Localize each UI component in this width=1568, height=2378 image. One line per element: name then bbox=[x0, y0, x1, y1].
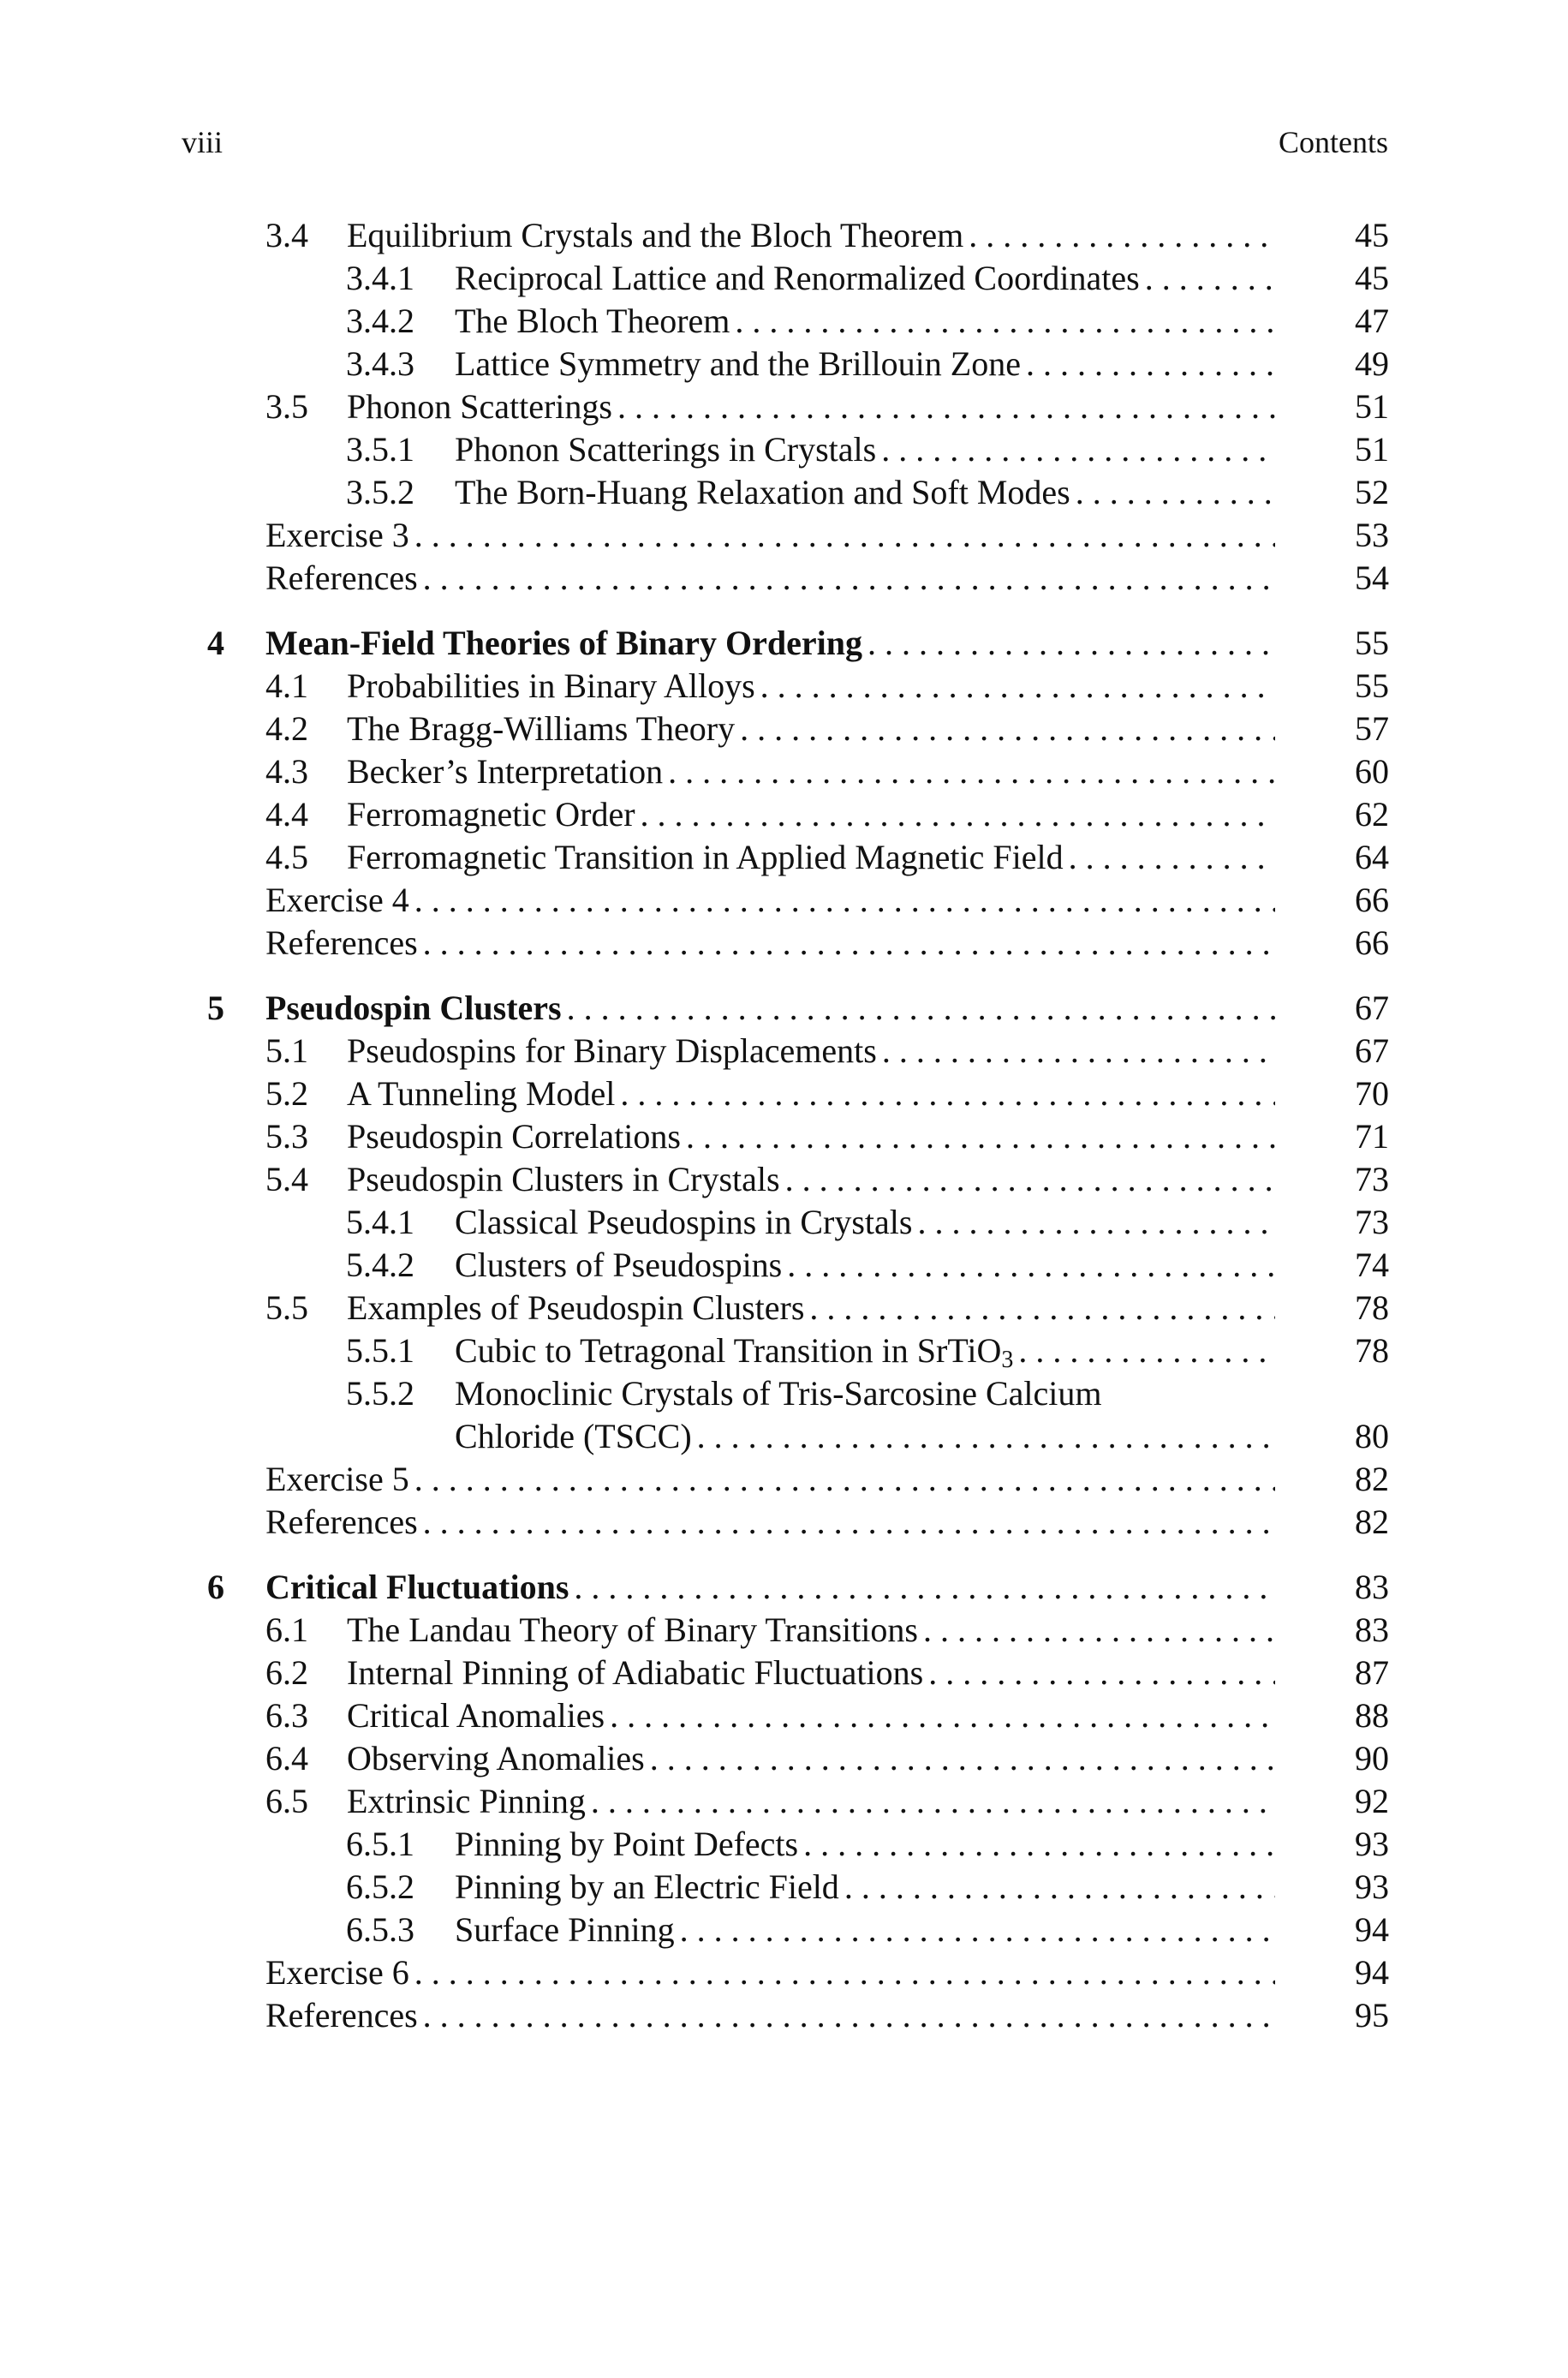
toc-entry-title bbox=[347, 750, 663, 793]
dot-leader bbox=[423, 557, 1275, 600]
toc-entry-title bbox=[455, 300, 730, 343]
dot-leader bbox=[928, 1652, 1275, 1694]
toc-leader bbox=[265, 514, 1275, 557]
toc-page-number: 66 bbox=[1355, 923, 1389, 962]
dot-leader bbox=[844, 1866, 1275, 1909]
toc-entry-number: 4.1 bbox=[265, 666, 308, 705]
dot-leader bbox=[1026, 343, 1275, 385]
toc-entry-title bbox=[347, 1694, 605, 1737]
toc-entry-number: 4.2 bbox=[265, 709, 308, 748]
toc-entry-title-text: Pinning by Point Defects bbox=[455, 1825, 799, 1863]
toc-entry-title-text: Equilibrium Crystals and the Bloch Theorem bbox=[347, 216, 964, 254]
toc-entry-row[interactable] bbox=[207, 1158, 1389, 1201]
toc-leader bbox=[455, 428, 1275, 471]
dot-leader bbox=[760, 665, 1275, 708]
toc-chapter-row[interactable] bbox=[207, 1566, 1389, 1609]
toc-leader bbox=[347, 1780, 1275, 1823]
toc-entry-row[interactable] bbox=[207, 708, 1389, 750]
toc-page-number: 78 bbox=[1355, 1288, 1389, 1327]
toc-leader bbox=[347, 1158, 1275, 1201]
toc-leader bbox=[455, 1823, 1275, 1866]
toc-entry-title bbox=[347, 793, 635, 836]
toc-entry-title bbox=[455, 257, 1140, 300]
toc-entry-row[interactable] bbox=[207, 665, 1389, 708]
toc-page-number: 93 bbox=[1355, 1825, 1389, 1863]
toc-entry-number: 5.1 bbox=[265, 1031, 308, 1070]
toc-entry-title bbox=[265, 1566, 569, 1609]
toc-entry-row[interactable] bbox=[207, 471, 1389, 514]
toc-entry-number: 5.5.2 bbox=[346, 1374, 414, 1413]
toc-entry-title bbox=[265, 1994, 418, 2037]
toc-entry-row[interactable] bbox=[207, 1501, 1389, 1544]
toc-entry-title bbox=[347, 836, 1064, 879]
toc-leader bbox=[265, 1951, 1275, 1994]
dot-leader bbox=[423, 1994, 1275, 2037]
dot-leader bbox=[423, 1501, 1275, 1544]
toc-leader bbox=[347, 1030, 1275, 1072]
toc-entry-title-text: Probabilities in Binary Alloys bbox=[347, 666, 755, 705]
toc-page-number: 64 bbox=[1355, 838, 1389, 876]
toc-page-number: 60 bbox=[1355, 752, 1389, 791]
toc-entry-title-text: The Bloch Theorem bbox=[455, 302, 730, 340]
dot-leader bbox=[1145, 257, 1275, 300]
toc-leader bbox=[265, 922, 1275, 965]
toc-page-number: 45 bbox=[1355, 259, 1389, 297]
toc-entry-title bbox=[347, 1737, 645, 1780]
toc-entry-row[interactable] bbox=[207, 1329, 1389, 1372]
toc-entry-title bbox=[347, 708, 735, 750]
toc-entry-title bbox=[347, 1652, 923, 1694]
toc-entry-number: 3.4.2 bbox=[346, 302, 414, 340]
toc-entry-title bbox=[347, 1030, 877, 1072]
toc-entry-title-text: Pinning by an Electric Field bbox=[455, 1867, 839, 1906]
toc-entry-number: 5.5.1 bbox=[346, 1331, 414, 1370]
toc-page-number: 45 bbox=[1355, 216, 1389, 254]
toc-leader bbox=[265, 1994, 1275, 2037]
toc-leader bbox=[265, 557, 1275, 600]
toc-entry-title-text: References bbox=[265, 1996, 418, 2034]
toc-entry-title bbox=[265, 622, 862, 665]
toc-leader bbox=[347, 665, 1275, 708]
toc-page-number: 83 bbox=[1355, 1610, 1389, 1649]
toc-entry-title bbox=[265, 987, 562, 1030]
toc-entry-row[interactable] bbox=[207, 300, 1389, 343]
toc-entry-number: 6 bbox=[207, 1568, 224, 1606]
toc-page-number: 54 bbox=[1355, 559, 1389, 597]
toc-page-number: 94 bbox=[1355, 1910, 1389, 1949]
toc-entry-title bbox=[455, 1244, 782, 1287]
toc-page-number: 78 bbox=[1355, 1331, 1389, 1370]
toc-entry-title-text: Mean-Field Theories of Binary Ordering bbox=[265, 624, 862, 662]
toc-entry-title bbox=[347, 1158, 780, 1201]
toc-entry-title-text: Phonon Scatterings bbox=[347, 387, 612, 426]
toc-page-number: 74 bbox=[1355, 1246, 1389, 1284]
toc-leader bbox=[347, 1694, 1275, 1737]
toc-entry-title bbox=[455, 1866, 839, 1909]
toc-leader bbox=[347, 750, 1275, 793]
toc-leader bbox=[265, 622, 1275, 665]
toc-entry-number: 3.4.3 bbox=[346, 344, 414, 383]
toc-leader bbox=[347, 1072, 1275, 1115]
toc-entry-row[interactable] bbox=[207, 1609, 1389, 1652]
running-title: Contents bbox=[1278, 125, 1388, 159]
toc-entry-number: 3.5.1 bbox=[346, 430, 414, 469]
toc-entry-number: 5.5 bbox=[265, 1288, 308, 1327]
toc-page-number: 94 bbox=[1355, 1953, 1389, 1992]
toc-entry-number: 5.4.2 bbox=[346, 1246, 414, 1284]
toc-entry-row[interactable] bbox=[207, 1244, 1389, 1287]
toc-entry-number: 5 bbox=[207, 989, 224, 1027]
toc-page-number: 73 bbox=[1355, 1160, 1389, 1198]
toc-entry-title bbox=[347, 665, 755, 708]
toc-entry-row[interactable] bbox=[207, 836, 1389, 879]
toc-entry-title bbox=[347, 1780, 586, 1823]
toc-entry-title bbox=[455, 1329, 1013, 1372]
toc-page-number: 52 bbox=[1355, 473, 1389, 511]
toc-entry-row[interactable] bbox=[207, 1372, 1389, 1415]
dot-leader bbox=[680, 1909, 1275, 1951]
toc-leader bbox=[455, 1244, 1275, 1287]
dot-leader bbox=[414, 514, 1275, 557]
toc-leader bbox=[455, 257, 1275, 300]
toc-entry-title bbox=[347, 214, 963, 257]
toc-entry-title bbox=[455, 1823, 798, 1866]
dot-leader bbox=[787, 1244, 1275, 1287]
toc-entry-title bbox=[455, 428, 876, 471]
toc-entry-row[interactable] bbox=[207, 514, 1389, 557]
toc-entry-title-continued: Chloride (TSCC) bbox=[455, 1417, 692, 1455]
toc-entry-number: 5.4.1 bbox=[346, 1203, 414, 1241]
toc-entry-title-text: References bbox=[265, 923, 418, 962]
toc-entry-title bbox=[455, 1201, 912, 1244]
toc-leader bbox=[455, 1201, 1275, 1244]
subscript: 3 bbox=[1001, 1347, 1014, 1373]
toc-entry-title-text: Reciprocal Lattice and Renormalized Coordinates bbox=[455, 259, 1140, 297]
toc-page-number: 51 bbox=[1355, 430, 1389, 469]
toc-entry-number: 6.1 bbox=[265, 1610, 308, 1649]
toc-entry-row[interactable] bbox=[207, 793, 1389, 836]
toc-leader bbox=[347, 1609, 1275, 1652]
toc-entry-number: 3.4 bbox=[265, 216, 308, 254]
toc-entry-row[interactable] bbox=[207, 750, 1389, 793]
toc-entry-row[interactable] bbox=[207, 1737, 1389, 1780]
toc-entry-row[interactable] bbox=[207, 1951, 1389, 1994]
dot-leader bbox=[697, 1415, 1275, 1458]
toc-leader bbox=[347, 793, 1275, 836]
dot-leader bbox=[917, 1201, 1275, 1244]
toc-entry-row[interactable] bbox=[207, 1458, 1389, 1501]
toc-entry-title-text: Exercise 6 bbox=[265, 1953, 409, 1992]
toc-leader bbox=[455, 1415, 1275, 1458]
toc-leader bbox=[455, 1909, 1275, 1951]
toc-entry-number: 3.5 bbox=[265, 387, 308, 426]
dot-leader bbox=[969, 214, 1275, 257]
toc-entry-title-text: Ferromagnetic Order bbox=[347, 795, 635, 833]
toc-page-number: 47 bbox=[1355, 302, 1389, 340]
toc-entry-title bbox=[455, 1909, 675, 1951]
toc-entry-number: 5.2 bbox=[265, 1074, 308, 1113]
toc-entry-title-text: References bbox=[265, 1503, 418, 1541]
toc-page-number: 93 bbox=[1355, 1867, 1389, 1906]
toc-entry-title-text: Exercise 4 bbox=[265, 881, 409, 919]
toc-entry-title bbox=[347, 1072, 615, 1115]
toc-page-number: 90 bbox=[1355, 1739, 1389, 1778]
toc-entry-number: 6.5.1 bbox=[346, 1825, 414, 1863]
toc-entry-number: 6.5.2 bbox=[346, 1867, 414, 1906]
toc-page-number: 67 bbox=[1355, 1031, 1389, 1070]
toc-leader bbox=[347, 214, 1275, 257]
toc-entry-number: 4 bbox=[207, 624, 224, 662]
toc-leader bbox=[347, 1115, 1275, 1158]
toc-page-number: 83 bbox=[1355, 1568, 1389, 1606]
dot-leader bbox=[641, 793, 1275, 836]
toc-entry-title-text: Critical Anomalies bbox=[347, 1696, 605, 1735]
dot-leader bbox=[610, 1694, 1275, 1737]
toc-leader bbox=[347, 708, 1275, 750]
toc-leader bbox=[265, 987, 1275, 1030]
page-number: viii bbox=[182, 125, 224, 159]
toc-leader bbox=[347, 1287, 1275, 1329]
dot-leader bbox=[1069, 836, 1275, 879]
toc-entry-number: 6.5 bbox=[265, 1782, 308, 1820]
toc-page-number: 55 bbox=[1355, 624, 1389, 662]
toc-entry-title-text: Surface Pinning bbox=[455, 1910, 675, 1949]
toc-leader bbox=[455, 1866, 1275, 1909]
toc-entry-title-text: Pseudospin Correlations bbox=[347, 1117, 681, 1156]
toc-page-number: 80 bbox=[1355, 1417, 1389, 1455]
toc-entry-title-text: The Born-Huang Relaxation and Soft Modes bbox=[455, 473, 1070, 511]
toc-leader bbox=[265, 1501, 1275, 1544]
toc-entry-title bbox=[265, 557, 418, 600]
dot-leader bbox=[574, 1566, 1275, 1609]
toc-entry-row[interactable] bbox=[207, 1866, 1389, 1909]
toc-entry-title bbox=[347, 1115, 681, 1158]
toc-entry-row[interactable] bbox=[207, 385, 1389, 428]
toc-entry-title-text: Extrinsic Pinning bbox=[347, 1782, 586, 1820]
toc-entry-number: 4.4 bbox=[265, 795, 308, 833]
dot-leader bbox=[803, 1823, 1275, 1866]
toc-entry-title-text: Pseudospins for Binary Displacements bbox=[347, 1031, 877, 1070]
toc-entry-number: 6.2 bbox=[265, 1653, 308, 1692]
toc-entry-title bbox=[265, 1501, 418, 1544]
dot-leader bbox=[882, 1030, 1275, 1072]
toc-entry-title-text: Becker’s Interpretation bbox=[347, 752, 664, 791]
toc-page-number: 66 bbox=[1355, 881, 1389, 919]
dot-leader bbox=[686, 1115, 1275, 1158]
dot-leader bbox=[620, 1072, 1275, 1115]
toc-page-number: 51 bbox=[1355, 387, 1389, 426]
toc-entry-title-text: Pseudospin Clusters in Crystals bbox=[347, 1160, 780, 1198]
toc-page-number: 53 bbox=[1355, 516, 1389, 554]
dot-leader bbox=[785, 1158, 1275, 1201]
dot-leader bbox=[867, 622, 1275, 665]
toc-entry-title bbox=[265, 879, 409, 922]
toc-entry-row[interactable] bbox=[207, 1694, 1389, 1737]
toc-entry-row[interactable] bbox=[207, 428, 1389, 471]
toc-leader bbox=[347, 385, 1275, 428]
toc-entry-title-text: Phonon Scatterings in Crystals bbox=[455, 430, 877, 469]
toc-entry-title bbox=[265, 922, 418, 965]
toc-entry-title-text: Pseudospin Clusters bbox=[265, 989, 562, 1027]
toc-leader bbox=[347, 1652, 1275, 1694]
toc-page-number: 49 bbox=[1355, 344, 1389, 383]
toc-entry-row[interactable] bbox=[207, 879, 1389, 922]
toc-entry-title-text: Critical Fluctuations bbox=[265, 1568, 569, 1606]
toc-entry-number: 3.4.1 bbox=[346, 259, 414, 297]
toc-entry-title-text: Classical Pseudospins in Crystals bbox=[455, 1203, 913, 1241]
toc-entry-row[interactable] bbox=[207, 1201, 1389, 1244]
dot-leader bbox=[414, 1951, 1275, 1994]
toc-chapter-row[interactable] bbox=[207, 622, 1389, 665]
dot-leader bbox=[591, 1780, 1275, 1823]
toc-entry-number: 5.3 bbox=[265, 1117, 308, 1156]
toc-entry-row[interactable] bbox=[207, 1909, 1389, 1951]
toc-entry-number: 4.5 bbox=[265, 838, 308, 876]
toc-entry-title bbox=[347, 1609, 918, 1652]
toc-page-number: 55 bbox=[1355, 666, 1389, 705]
toc-entry-row[interactable] bbox=[207, 1287, 1389, 1329]
toc-entry-number: 6.4 bbox=[265, 1739, 308, 1778]
table-of-contents bbox=[207, 214, 1389, 2037]
toc-entry-title-text: The Bragg-Williams Theory bbox=[347, 709, 736, 748]
toc-entry-number: 6.5.3 bbox=[346, 1910, 414, 1949]
toc-entry-title-text: Internal Pinning of Adiabatic Fluctuations bbox=[347, 1653, 924, 1692]
dot-leader bbox=[423, 922, 1275, 965]
toc-page-number: 67 bbox=[1355, 989, 1389, 1027]
toc-leader bbox=[455, 1329, 1275, 1372]
dot-leader bbox=[650, 1737, 1275, 1780]
toc-entry-title-text: The Landau Theory of Binary Transitions bbox=[347, 1610, 918, 1649]
dot-leader bbox=[735, 300, 1275, 343]
toc-entry-row[interactable] bbox=[207, 1030, 1389, 1072]
dot-leader bbox=[881, 428, 1275, 471]
toc-entry-row[interactable] bbox=[207, 557, 1389, 600]
toc-leader bbox=[455, 471, 1275, 514]
toc-entry-title-text: References bbox=[265, 559, 418, 597]
toc-entry-row[interactable] bbox=[207, 343, 1389, 385]
toc-page-number: 62 bbox=[1355, 795, 1389, 833]
toc-leader bbox=[347, 836, 1275, 879]
toc-entry-row[interactable] bbox=[207, 1072, 1389, 1115]
toc-entry-row[interactable] bbox=[207, 1115, 1389, 1158]
toc-entry-title: Monoclinic Crystals of Tris-Sarcosine Calcium bbox=[455, 1374, 1102, 1413]
toc-page-number: 95 bbox=[1355, 1996, 1389, 2034]
dot-leader bbox=[414, 1458, 1275, 1501]
toc-page-number: 92 bbox=[1355, 1782, 1389, 1820]
toc-entry-title-text: Ferromagnetic Transition in Applied Magnetic Field bbox=[347, 838, 1064, 876]
dot-leader bbox=[1076, 471, 1275, 514]
dot-leader bbox=[414, 879, 1275, 922]
toc-page-number: 57 bbox=[1355, 709, 1389, 748]
toc-entry-title bbox=[455, 343, 1021, 385]
toc-leader bbox=[265, 1458, 1275, 1501]
toc-page-number: 87 bbox=[1355, 1653, 1389, 1692]
toc-entry-title bbox=[265, 1951, 409, 1994]
toc-entry-number: 4.3 bbox=[265, 752, 308, 791]
toc-entry-title bbox=[455, 471, 1070, 514]
dot-leader bbox=[740, 708, 1275, 750]
toc-leader bbox=[265, 879, 1275, 922]
toc-leader bbox=[455, 343, 1275, 385]
toc-page-number: 71 bbox=[1355, 1117, 1389, 1156]
dot-leader bbox=[668, 750, 1275, 793]
toc-leader bbox=[347, 1737, 1275, 1780]
dot-leader bbox=[923, 1609, 1275, 1652]
toc-entry-row[interactable] bbox=[207, 1823, 1389, 1866]
toc-page-number: 73 bbox=[1355, 1203, 1389, 1241]
toc-entry-row[interactable] bbox=[207, 1652, 1389, 1694]
toc-entry-row[interactable] bbox=[207, 922, 1389, 965]
toc-entry-title-text: Cubic to Tetragonal Transition in SrTiO bbox=[455, 1331, 1002, 1370]
toc-entry-title-text: Lattice Symmetry and the Brillouin Zone bbox=[455, 344, 1021, 383]
dot-leader bbox=[809, 1287, 1275, 1329]
toc-entry-row[interactable] bbox=[207, 214, 1389, 257]
dot-leader bbox=[567, 987, 1275, 1030]
toc-entry-title-text: Exercise 3 bbox=[265, 516, 409, 554]
toc-entry-number: 3.5.2 bbox=[346, 473, 414, 511]
toc-entry-title-text: Observing Anomalies bbox=[347, 1739, 645, 1778]
toc-page-number: 70 bbox=[1355, 1074, 1389, 1113]
toc-entry-row[interactable] bbox=[207, 257, 1389, 300]
toc-entry-title-text: Exercise 5 bbox=[265, 1460, 409, 1498]
toc-entry-number: 5.4 bbox=[265, 1160, 308, 1198]
toc-entry-number: 6.3 bbox=[265, 1696, 308, 1735]
toc-entry-title-text: A Tunneling Model bbox=[347, 1074, 616, 1113]
toc-entry-title bbox=[265, 514, 409, 557]
toc-entry-title-text: Clusters of Pseudospins bbox=[455, 1246, 783, 1284]
toc-page-number: 82 bbox=[1355, 1460, 1389, 1498]
toc-leader bbox=[265, 1566, 1275, 1609]
toc-leader bbox=[455, 300, 1275, 343]
toc-entry-row-continued[interactable] bbox=[207, 1415, 1389, 1458]
toc-entry-title bbox=[347, 1287, 804, 1329]
dot-leader bbox=[1018, 1329, 1275, 1372]
toc-chapter-row[interactable] bbox=[207, 987, 1389, 1030]
toc-entry-row[interactable] bbox=[207, 1780, 1389, 1823]
toc-entry-row[interactable] bbox=[207, 1994, 1389, 2037]
toc-entry-title bbox=[265, 1458, 409, 1501]
toc-page-number: 82 bbox=[1355, 1503, 1389, 1541]
toc-entry-title-text: Examples of Pseudospin Clusters bbox=[347, 1288, 805, 1327]
dot-leader bbox=[617, 385, 1275, 428]
toc-page-number: 88 bbox=[1355, 1696, 1389, 1735]
toc-entry-title bbox=[347, 385, 612, 428]
